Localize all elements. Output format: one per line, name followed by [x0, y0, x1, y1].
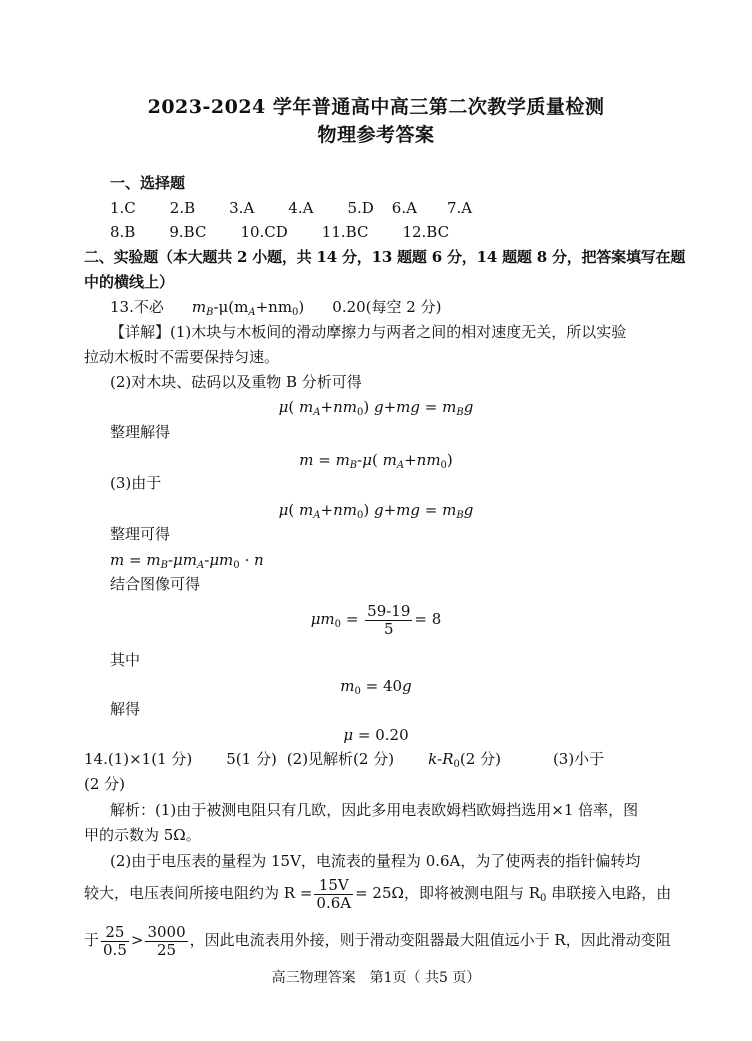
q13-solve-3: 解得: [110, 700, 141, 718]
q14-2c-f2-den: 25: [145, 941, 187, 959]
q13-detail-1b: 拉动木板时不需要保持匀速。: [84, 348, 280, 366]
q13-eq5: $\mu m_0$ = $\frac{59-19}{5}$ = 8: [310, 601, 442, 638]
q13-eq6: $m_0 = 40g$: [340, 677, 412, 697]
q14-answers-cont: (2 分): [84, 775, 126, 793]
q14-2b-den: 0.6A: [316, 893, 352, 912]
q13-solve-2: 整理可得: [110, 525, 171, 543]
answer-6: 6.A: [391, 199, 417, 217]
section2-heading-cont: 中的横线上）: [84, 273, 175, 291]
answer-7: 7.A: [446, 199, 473, 217]
q14-2c-f2-num: 3000: [147, 922, 186, 941]
q13-eq3: μ( $m_A+nm_0$) $g+mg = m_Bg$: [278, 501, 474, 521]
q14-answers: 14.(1)×1(1 分) 5(1 分) (2)见解析(2 分) $k-R_0(2$ 分) (3)小于: [84, 750, 605, 770]
q13-solve-1: 整理解得: [110, 423, 171, 441]
q13-eq4: $m = m_B-\mu m_A-\mu m_0 \cdot n$: [110, 551, 264, 571]
answer-11: 11.BC: [321, 223, 369, 241]
q13-answers: 13.不必 $m_B-\mu(m_A+nm_0)$ 0.20(每空 2 分): [110, 298, 442, 318]
q13-detail-2: (2)对木块、砝码以及重物 B 分析可得: [110, 373, 362, 391]
q13-among: 其中: [110, 651, 141, 669]
q14-2c-pre: 于: [84, 931, 100, 949]
q14-2b-fraction: [314, 877, 353, 912]
q14-2c-fraction-2: [145, 924, 187, 959]
q14-2b-post2: 串联接入电路，由: [551, 884, 672, 902]
answer-10: 10.CD: [240, 223, 288, 241]
q13-eq7: μ = 0.20: [343, 726, 409, 744]
answer-8: 8.B: [110, 223, 136, 241]
answer-9: 9.BC: [169, 223, 207, 241]
answers-row-2: [110, 222, 449, 242]
q13-detail-3: (3)由于: [110, 474, 162, 492]
page-footer: 高三物理答案 第1页（ 共5 页）: [271, 970, 481, 986]
section1-heading: 一、选择题: [110, 174, 186, 192]
answer-1: 1.C: [110, 199, 136, 217]
answer-5: 5.D: [347, 199, 374, 217]
q13-eq5-num: 59-19: [367, 601, 411, 620]
q13-ans2-b: -μ(m: [213, 298, 249, 316]
q14-analysis-2c: [84, 922, 671, 959]
answer-12: 12.BC: [402, 223, 450, 241]
q13-ans2-d: ): [298, 298, 305, 316]
q14-analysis-1a: 解析：(1)由于被测电阻只有几欧，因此多用电表欧姆档欧姆挡选用×1 倍率，图: [110, 801, 639, 819]
q14-2c-gt: >: [130, 931, 144, 949]
q14-2b-post: = 25Ω，即将被测电阻与 R: [355, 884, 541, 902]
q14-2c-post: ，因此电流表用外接，则于滑动变阻器最大阻值远小于 R，因此滑动变阻: [189, 931, 671, 949]
q13-eq1: μ( $m_A+nm_0$) $g+mg = m_Bg$: [278, 398, 474, 418]
q13-ans2-c: +nm: [255, 298, 293, 316]
q14-2b-pre: 较大，电压表间所接电阻约为 R =: [84, 884, 313, 902]
page-title: 2023-2024 学年普通高中高三第二次教学质量检测: [147, 96, 605, 118]
q13-ans3: 0.20(每空 2 分): [332, 298, 442, 316]
q13-eq5-fraction: [365, 603, 412, 638]
q13-combine: 结合图像可得: [110, 575, 201, 593]
q14-analysis-2a: (2)由于电压表的量程为 15V，电流表的量程为 0.6A，为了使两表的指针偏转均: [110, 852, 641, 870]
q14-analysis-1b: 甲的示数为 5Ω。: [84, 826, 201, 844]
answer-2: 2.B: [169, 199, 196, 217]
q13-eq5-lhs: μm: [310, 610, 335, 628]
q13-eq5-den: 5: [365, 620, 412, 638]
answers-row-1: [110, 198, 472, 218]
answer-4: 4.A: [288, 199, 314, 217]
q13-ans2-a: m: [191, 298, 207, 316]
section2-heading: 二、实验题（本大题共 2 小题，共 14 分，13 题题 6 分，14 题题 8 分，把答案填写在题: [84, 248, 686, 266]
q14-2c-fraction-1: [101, 924, 129, 959]
q14-2c-f1-num: 25: [105, 922, 125, 941]
q14-analysis-2b: 较大，电压表间所接电阻约为 R = $\frac{15V}{0.6A}$ = 25Ω，即将被测电阻与 $R_0$ 串联接入电路，由: [84, 875, 672, 912]
q14-2c-f1-den: 0.5: [103, 940, 127, 959]
page-subtitle: 物理参考答案: [317, 124, 435, 146]
q13-ans1: 13.不必: [110, 298, 164, 316]
q13-detail-1: 【详解】(1)木块与木板间的滑动摩擦力与两者之间的相对速度无关，所以实验: [110, 323, 627, 341]
q14-2b-num: 15V: [318, 875, 349, 894]
q13-eq2: $m = m_B-\mu$( $m_A+nm_0$): [299, 451, 453, 471]
q13-eq5-rhs: = 8: [414, 610, 442, 628]
answer-3: 3.A: [229, 199, 255, 217]
